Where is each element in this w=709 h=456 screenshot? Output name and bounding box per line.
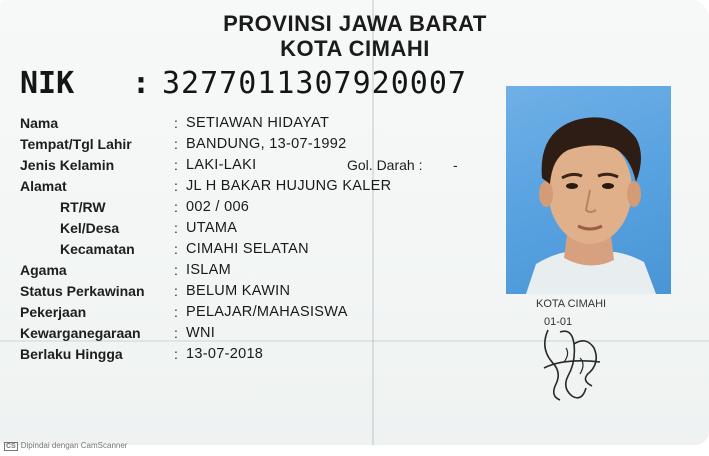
portrait-icon bbox=[506, 86, 671, 294]
field-colon: : bbox=[174, 283, 178, 299]
field-label-nama: Nama bbox=[20, 115, 59, 131]
blood-type-value: - bbox=[453, 157, 458, 173]
nik-value: 3277011307920007 bbox=[162, 66, 467, 101]
field-value-rt-rw: 002 / 006 bbox=[186, 199, 250, 215]
field-value-tempat-tgl-lahir: BANDUNG, 13-07-1992 bbox=[186, 136, 347, 152]
signature bbox=[530, 318, 620, 404]
field-value-status-perkawinan: BELUM KAWIN bbox=[186, 283, 291, 299]
field-label-pekerjaan: Pekerjaan bbox=[20, 304, 87, 320]
field-value-pekerjaan: PELAJAR/MAHASISWA bbox=[186, 304, 348, 320]
holder-photo bbox=[506, 86, 671, 294]
province-title: PROVINSI JAWA BARAT bbox=[223, 11, 487, 36]
field-colon: : bbox=[174, 178, 178, 194]
field-colon: : bbox=[174, 241, 178, 257]
field-value-nama: SETIAWAN HIDAYAT bbox=[186, 115, 330, 131]
field-label-berlaku-hingga: Berlaku Hingga bbox=[20, 346, 123, 362]
field-label-kel-desa: Kel/Desa bbox=[60, 220, 120, 236]
field-colon: : bbox=[174, 220, 178, 236]
field-colon: : bbox=[174, 199, 178, 215]
field-label-jenis-kelamin: Jenis Kelamin bbox=[20, 157, 115, 173]
field-value-berlaku-hingga: 13-07-2018 bbox=[186, 346, 264, 362]
camscanner-badge: CS bbox=[6, 443, 16, 450]
field-colon: : bbox=[174, 304, 178, 320]
nik-label: NIK bbox=[20, 66, 75, 101]
field-colon: : bbox=[174, 325, 178, 341]
issue-date: 01-01 bbox=[544, 316, 573, 328]
field-colon: : bbox=[174, 115, 178, 131]
field-value-agama: ISLAM bbox=[186, 262, 232, 278]
camscanner-text: Dipindai dengan CamScanner bbox=[20, 441, 128, 450]
scanner-watermark bbox=[4, 441, 127, 451]
field-value-kel-desa: UTAMA bbox=[186, 220, 238, 236]
field-label-rt-rw: RT/RW bbox=[60, 199, 106, 215]
field-colon: : bbox=[174, 136, 178, 152]
field-colon: : bbox=[174, 346, 178, 362]
field-value-kecamatan: CIMAHI SELATAN bbox=[186, 241, 309, 257]
field-label-tempat-tgl-lahir: Tempat/Tgl Lahir bbox=[20, 136, 132, 152]
field-label-kecamatan: Kecamatan bbox=[60, 241, 135, 257]
issue-place: KOTA CIMAHI bbox=[536, 298, 607, 310]
field-label-kewarganegaraan: Kewarganegaraan bbox=[20, 325, 141, 341]
field-colon: : bbox=[174, 262, 178, 278]
blood-type-label: Gol. Darah : bbox=[347, 157, 423, 173]
field-value-jenis-kelamin: LAKI-LAKI bbox=[186, 157, 257, 173]
city-title: KOTA CIMAHI bbox=[280, 36, 430, 61]
field-colon: : bbox=[174, 157, 178, 173]
field-label-alamat: Alamat bbox=[20, 178, 67, 194]
nik-colon: : bbox=[132, 66, 151, 101]
field-value-kewarganegaraan: WNI bbox=[186, 325, 216, 341]
field-label-agama: Agama bbox=[20, 262, 67, 278]
field-label-status-perkawinan: Status Perkawinan bbox=[20, 283, 145, 299]
field-value-alamat: JL H BAKAR HUJUNG KALER bbox=[186, 178, 392, 194]
